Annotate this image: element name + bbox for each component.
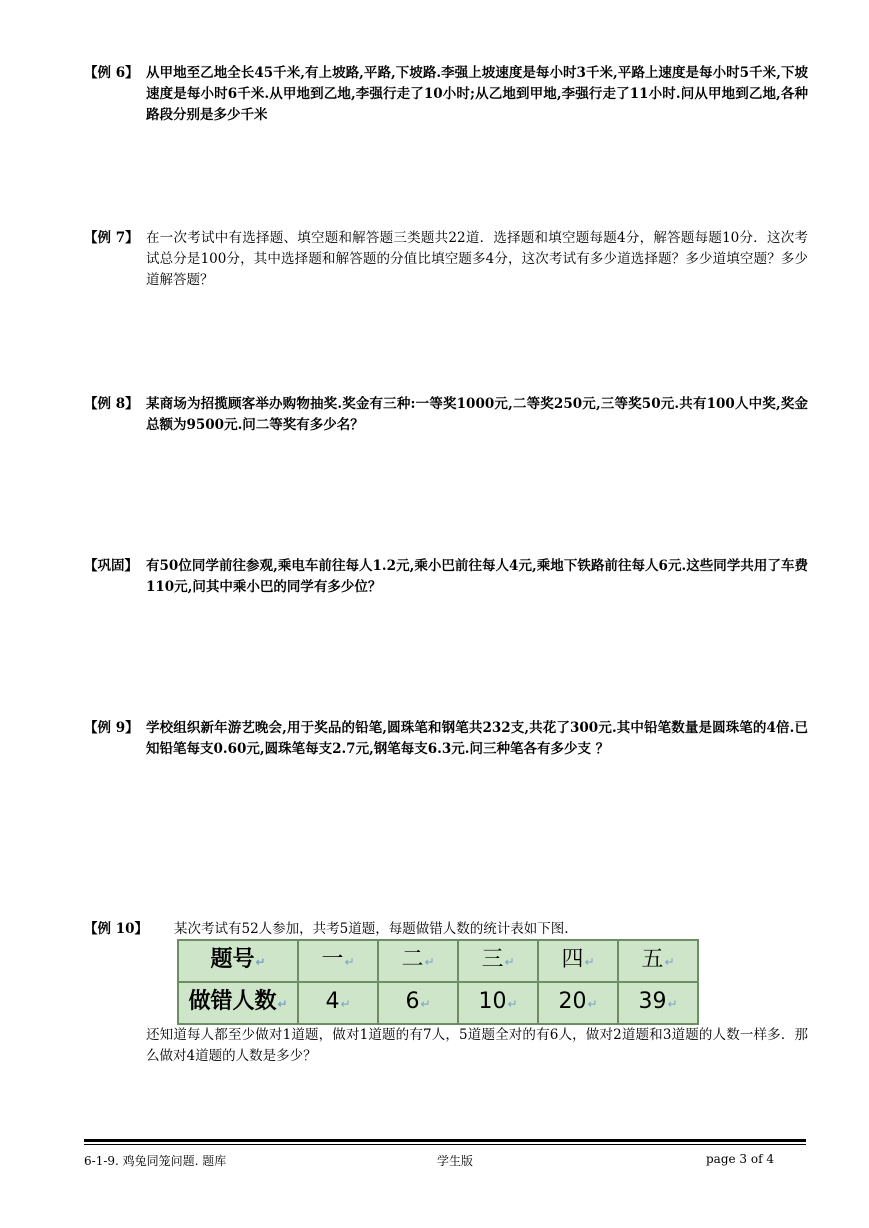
problem-label: 【例 9】 [84, 720, 139, 736]
problem-9 [84, 718, 808, 760]
table-row [178, 982, 698, 1024]
table-row [178, 940, 698, 982]
problem-label: 【例 6】 [84, 65, 139, 81]
problem-10 [84, 919, 808, 1069]
problem-text: 有50位同学前往参观,乘电车前往每人1.2元,乘小巴前往每人4元,乘地下铁路前往每人6元.这些同学共用了车费110元,问其中乘小巴的同学有多少位？ [146, 558, 808, 595]
problem-text: 还知道每人都至少做对1道题，做对1道题的有7人，5道题全对的有6人，做对2道题和3道题的人数一样多．那么做对4道题的人数是多少？ [146, 1027, 808, 1064]
problem-text: 在一次考试中有选择题、填空题和解答题三类题共22道．选择题和填空题每题4分，解答题每题10分．这次考试总分是100分，其中选择题和解答题的分值比填空题多4分，这次考试有多少道选择题？多少道填空题？多少道解答题？ [146, 230, 808, 288]
problem-label: 【例 10】 [84, 921, 148, 937]
problem-label: 【例 7】 [84, 230, 139, 246]
footer-doc-title: 6-1-9. 鸡兔同笼问题. 题库 [84, 1154, 227, 1168]
problem-text: 学校组织新年游艺晚会,用于奖品的铅笔,圆珠笔和钢笔共232支,共花了300元.其中铅笔数量是圆珠笔的4倍.已知铅笔每支0.60元,圆珠笔每支2.7元,钢笔每支6.3元.问三种笔各有多少支 ？ [146, 720, 808, 757]
wrong-answers-table [177, 939, 699, 1025]
problem-label: 【例 8】 [84, 396, 139, 412]
table-cell: 四↵ [538, 940, 618, 982]
table-cell: 五↵ [618, 940, 698, 982]
footer-divider [84, 1139, 806, 1142]
problem-label: 【巩固】 [84, 558, 138, 574]
problem-text: 从甲地至乙地全长45千米,有上坡路,平路,下坡路.李强上坡速度是每小时3千米,平路上速度是每小时5千米,下坡速度是每小时6千米.从甲地到乙地,李强行走了10小时;从乙地到甲地,李强行走了11小时.问从甲地到乙地,各种路段分别是多少千米 [146, 65, 808, 123]
problem-intro: 某次考试有52人参加，共考5道题，每题做错人数的统计表如下图. [174, 921, 569, 937]
table-cell: 4↵ [298, 982, 378, 1024]
table-cell: 6↵ [378, 982, 458, 1024]
table-cell: 20↵ [538, 982, 618, 1024]
table-cell: 39↵ [618, 982, 698, 1024]
problem-7 [84, 228, 808, 291]
table-cell: 题号↵ [178, 940, 298, 982]
problem-text: 某商场为招揽顾客举办购物抽奖.奖金有三种:一等奖1000元,二等奖250元,三等奖50元.共有100人中奖,奖金总额为9500元.问二等奖有多少名？ [146, 396, 808, 433]
table-cell: 一↵ [298, 940, 378, 982]
table-cell: 10↵ [458, 982, 538, 1024]
table-cell: 二↵ [378, 940, 458, 982]
footer-divider-thin [84, 1144, 806, 1145]
problem-6 [84, 63, 808, 126]
table-cell: 做错人数↵ [178, 982, 298, 1024]
footer-edition: 学生版 [437, 1154, 474, 1168]
table-cell: 三↵ [458, 940, 538, 982]
footer-page-number: page 3 of 4 [706, 1152, 774, 1166]
problem-8 [84, 394, 808, 436]
problem-review [84, 556, 808, 598]
